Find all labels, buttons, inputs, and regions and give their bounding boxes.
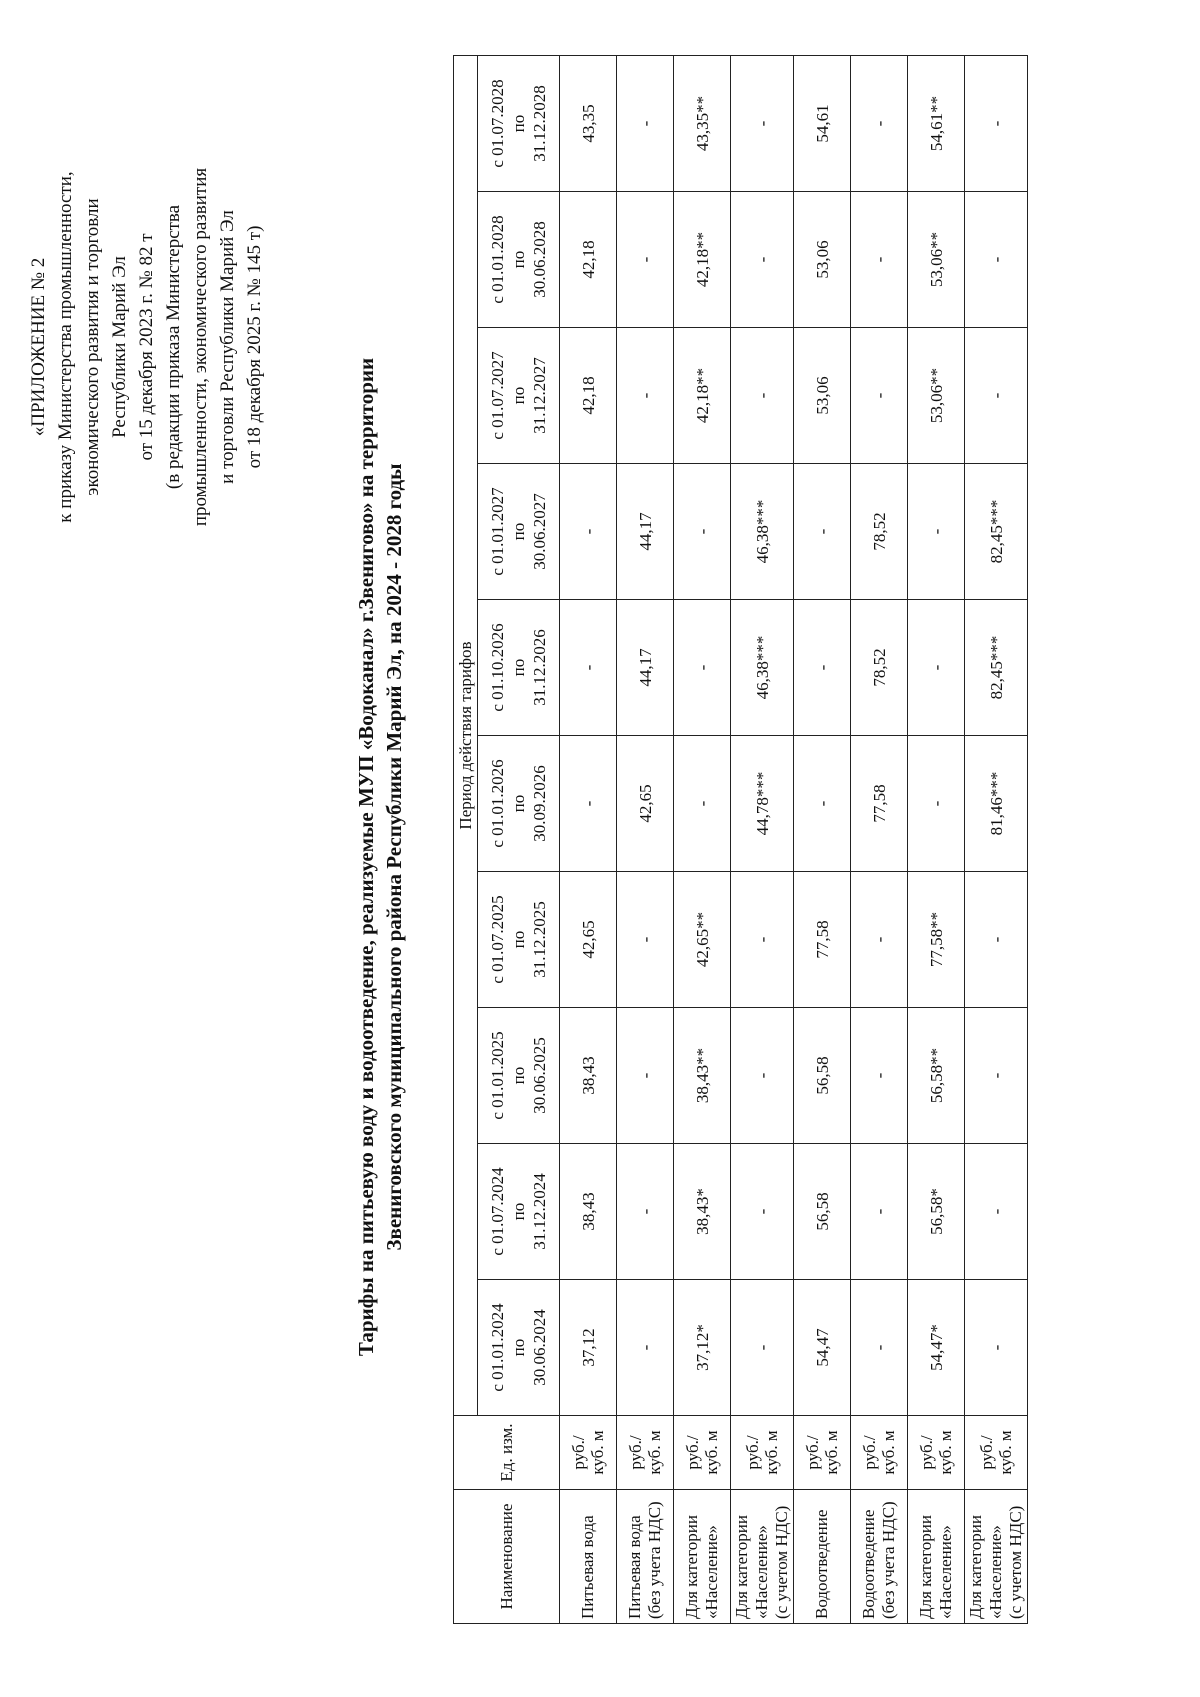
appendix-line: Республики Марий Эл bbox=[109, 256, 130, 438]
tariff-value-cell: 77,58 bbox=[851, 736, 908, 872]
row-name-line: Водоотведение bbox=[859, 1509, 878, 1619]
tariff-value-cell: - bbox=[794, 736, 851, 872]
appendix-line: (в редакции приказа Министерства bbox=[163, 204, 184, 490]
period-to: 30.09.2026 bbox=[530, 765, 549, 842]
row-name-line: «Население» bbox=[702, 1525, 721, 1619]
tariff-value-cell: - bbox=[617, 1144, 674, 1280]
period-to: 31.12.2024 bbox=[530, 1173, 549, 1250]
tariff-value-cell: 42,65 bbox=[560, 872, 617, 1008]
row-name bbox=[851, 1490, 908, 1624]
tariff-value-cell: - bbox=[674, 464, 731, 600]
row-unit-line: руб./ bbox=[803, 1435, 822, 1470]
appendix-line: и торговли Республики Марий Эл bbox=[217, 210, 238, 484]
period-header-cell bbox=[478, 464, 560, 600]
table-row bbox=[731, 56, 794, 1624]
tariff-value-cell: - bbox=[965, 192, 1028, 328]
appendix-line: от 18 декабря 2025 г. № 145 т) bbox=[244, 225, 265, 469]
tariff-value-cell: - bbox=[560, 600, 617, 736]
tariff-value-cell: 37,12* bbox=[674, 1280, 731, 1416]
tariff-value-cell: 81,46*** bbox=[965, 736, 1028, 872]
tariff-value-cell: - bbox=[965, 1008, 1028, 1144]
tariff-value-cell: 38,43* bbox=[674, 1144, 731, 1280]
tariff-value-cell: - bbox=[851, 1144, 908, 1280]
table-row bbox=[794, 56, 851, 1624]
period-from: с 01.07.2028 bbox=[488, 79, 507, 168]
row-name bbox=[560, 1490, 617, 1624]
row-unit-line: руб./ bbox=[743, 1435, 762, 1470]
row-name-line: (с учетом НДС) bbox=[1006, 1505, 1025, 1619]
period-to: 31.12.2027 bbox=[530, 357, 549, 434]
tariff-value-cell: 53,06 bbox=[794, 328, 851, 464]
period-to: 30.06.2024 bbox=[530, 1309, 549, 1386]
tariff-value-cell: 77,58** bbox=[908, 872, 965, 1008]
tariff-value-cell: 46,38*** bbox=[731, 600, 794, 736]
tariff-value-cell: - bbox=[731, 56, 794, 192]
tariff-value-cell: - bbox=[731, 1008, 794, 1144]
period-by: по bbox=[509, 658, 528, 677]
tariff-value-cell: 42,18 bbox=[560, 328, 617, 464]
tariff-value-cell: - bbox=[851, 1008, 908, 1144]
period-from: с 01.01.2028 bbox=[488, 215, 507, 304]
tariff-value-cell: - bbox=[674, 600, 731, 736]
tariff-value-cell: 37,12 bbox=[560, 1280, 617, 1416]
tariff-value-cell: 42,18** bbox=[674, 192, 731, 328]
row-name-line: Водоотведение bbox=[812, 1509, 831, 1619]
period-to: 31.12.2026 bbox=[530, 629, 549, 706]
row-name-line: Для категории bbox=[916, 1515, 935, 1619]
tariff-value-cell: 38,43 bbox=[560, 1144, 617, 1280]
tariff-value-cell: - bbox=[617, 328, 674, 464]
tariff-value-cell: - bbox=[617, 56, 674, 192]
period-by: по bbox=[509, 386, 528, 405]
period-by: по bbox=[509, 1066, 528, 1085]
period-by: по bbox=[509, 114, 528, 133]
tariff-value-cell: 38,43** bbox=[674, 1008, 731, 1144]
title-line-1: Тарифы на питьевую воду и водоотведение, реализуемые МУП «Водоканал» г.Звенигово» на территории bbox=[354, 357, 378, 1357]
table-row bbox=[674, 56, 731, 1624]
row-unit-line: куб. м bbox=[762, 1430, 781, 1475]
appendix-line: экономического развития и торговли bbox=[82, 198, 103, 496]
tariff-value-cell: - bbox=[794, 600, 851, 736]
document-title bbox=[352, 107, 408, 1607]
period-to: 31.12.2025 bbox=[530, 901, 549, 978]
row-unit-line: куб. м bbox=[996, 1430, 1015, 1475]
tariff-value-cell: 56,58** bbox=[908, 1008, 965, 1144]
tariff-value-cell: 53,06** bbox=[908, 192, 965, 328]
period-header-cell bbox=[478, 1008, 560, 1144]
tariff-value-cell: 42,18** bbox=[674, 328, 731, 464]
header-unit: Ед. изм. bbox=[454, 1416, 560, 1490]
tariff-value-cell: - bbox=[851, 56, 908, 192]
table-row bbox=[851, 56, 908, 1624]
period-from: с 01.01.2027 bbox=[488, 487, 507, 576]
tariff-value-cell: 42,65 bbox=[617, 736, 674, 872]
period-by: по bbox=[509, 1338, 528, 1357]
period-by: по bbox=[509, 522, 528, 541]
period-from: с 01.01.2025 bbox=[488, 1031, 507, 1120]
row-name bbox=[674, 1490, 731, 1624]
title-line-2: Звениговского муниципального района Республики Марий Эл, на 2024 - 2028 годы bbox=[382, 463, 406, 1251]
period-header-cell bbox=[478, 328, 560, 464]
appendix-line: к приказу Министерства промышленности, bbox=[55, 171, 76, 523]
row-unit bbox=[965, 1416, 1028, 1490]
tariff-value-cell: - bbox=[908, 464, 965, 600]
row-name-line: Для категории bbox=[732, 1515, 751, 1619]
period-to: 30.06.2025 bbox=[530, 1037, 549, 1114]
tariff-value-cell: - bbox=[617, 872, 674, 1008]
appendix-line: промышленности, экономического развития bbox=[190, 167, 211, 527]
tariff-value-cell: 43,35** bbox=[674, 56, 731, 192]
period-header-cell bbox=[478, 1280, 560, 1416]
tariff-value-cell: 54,61** bbox=[908, 56, 965, 192]
tariff-value-cell: 77,58 bbox=[794, 872, 851, 1008]
row-name bbox=[731, 1490, 794, 1624]
tariff-value-cell: 56,58* bbox=[908, 1144, 965, 1280]
row-name-line: «Население» bbox=[752, 1525, 771, 1619]
period-header-cell bbox=[478, 56, 560, 192]
table-row bbox=[617, 56, 674, 1624]
period-header-cell bbox=[478, 1144, 560, 1280]
row-unit bbox=[731, 1416, 794, 1490]
period-to: 30.06.2028 bbox=[530, 221, 549, 298]
period-by: по bbox=[509, 1202, 528, 1221]
period-header-cell bbox=[478, 736, 560, 872]
row-unit-line: руб./ bbox=[569, 1435, 588, 1470]
period-header-row bbox=[478, 56, 560, 1624]
row-name bbox=[965, 1490, 1028, 1624]
tariff-value-cell: 44,17 bbox=[617, 464, 674, 600]
tariff-value-cell: - bbox=[908, 600, 965, 736]
period-to: 31.12.2028 bbox=[530, 85, 549, 162]
tariff-value-cell: 44,78*** bbox=[731, 736, 794, 872]
appendix-header bbox=[25, 42, 268, 652]
tariff-value-cell: 46,38*** bbox=[731, 464, 794, 600]
tariff-value-cell: - bbox=[965, 872, 1028, 1008]
row-name-line: (с учетом НДС) bbox=[772, 1505, 791, 1619]
table-row bbox=[908, 56, 965, 1624]
table-body bbox=[560, 56, 1028, 1624]
tariff-value-cell: 56,58 bbox=[794, 1144, 851, 1280]
row-name-line: «Население» bbox=[936, 1525, 955, 1619]
row-name-line: «Население» bbox=[986, 1525, 1005, 1619]
row-unit-line: руб./ bbox=[626, 1435, 645, 1470]
row-unit bbox=[908, 1416, 965, 1490]
row-name-line: (без учета НДС) bbox=[879, 1501, 898, 1619]
row-name-line: Питьевая вода bbox=[578, 1515, 597, 1619]
tariff-value-cell: 78,52 bbox=[851, 600, 908, 736]
header-period: Период действия тарифов bbox=[454, 56, 478, 1416]
row-name-line: Для категории bbox=[966, 1515, 985, 1619]
row-name-line: Питьевая вода bbox=[625, 1515, 644, 1619]
tariff-value-cell: 78,52 bbox=[851, 464, 908, 600]
header-name: Наименование bbox=[454, 1490, 560, 1624]
row-unit bbox=[674, 1416, 731, 1490]
tariff-value-cell: - bbox=[794, 464, 851, 600]
tariff-value-cell: - bbox=[965, 328, 1028, 464]
tariff-value-cell: - bbox=[851, 328, 908, 464]
row-name-line: (без учета НДС) bbox=[645, 1501, 664, 1619]
row-name bbox=[794, 1490, 851, 1624]
period-to: 30.06.2027 bbox=[530, 493, 549, 570]
row-unit-line: руб./ bbox=[977, 1435, 996, 1470]
tariff-value-cell: 53,06** bbox=[908, 328, 965, 464]
tariff-value-cell: 42,18 bbox=[560, 192, 617, 328]
table-row bbox=[560, 56, 617, 1624]
row-unit-line: куб. м bbox=[936, 1430, 955, 1475]
period-by: по bbox=[509, 794, 528, 813]
tariff-value-cell: - bbox=[908, 736, 965, 872]
tariff-value-cell: - bbox=[731, 1280, 794, 1416]
tariff-value-cell: 54,61 bbox=[794, 56, 851, 192]
tariff-value-cell: 44,17 bbox=[617, 600, 674, 736]
table-row bbox=[965, 56, 1028, 1624]
row-name bbox=[908, 1490, 965, 1624]
tariff-value-cell: - bbox=[674, 736, 731, 872]
row-unit-line: куб. м bbox=[588, 1430, 607, 1475]
period-from: с 01.07.2027 bbox=[488, 351, 507, 440]
tariff-value-cell: - bbox=[731, 1144, 794, 1280]
tariff-value-cell: - bbox=[965, 1144, 1028, 1280]
tariff-value-cell: - bbox=[731, 872, 794, 1008]
period-from: с 01.10.2026 bbox=[488, 623, 507, 712]
tariff-value-cell: 42,65** bbox=[674, 872, 731, 1008]
row-unit-line: куб. м bbox=[822, 1430, 841, 1475]
appendix-line: «ПРИЛОЖЕНИЕ № 2 bbox=[28, 257, 49, 437]
row-unit-line: руб./ bbox=[683, 1435, 702, 1470]
tariff-value-cell: - bbox=[617, 1008, 674, 1144]
row-unit bbox=[794, 1416, 851, 1490]
tariff-value-cell: - bbox=[560, 464, 617, 600]
tariff-value-cell: 53,06 bbox=[794, 192, 851, 328]
tariff-value-cell: - bbox=[851, 1280, 908, 1416]
period-header-cell bbox=[478, 192, 560, 328]
row-unit bbox=[560, 1416, 617, 1490]
period-from: с 01.01.2026 bbox=[488, 759, 507, 848]
tariff-value-cell: - bbox=[965, 1280, 1028, 1416]
tariff-value-cell: - bbox=[617, 192, 674, 328]
tariff-value-cell: - bbox=[560, 736, 617, 872]
tariff-value-cell: - bbox=[965, 56, 1028, 192]
tariff-value-cell: 54,47 bbox=[794, 1280, 851, 1416]
period-from: с 01.07.2025 bbox=[488, 895, 507, 984]
row-unit-line: руб./ bbox=[917, 1435, 936, 1470]
tariff-value-cell: - bbox=[851, 192, 908, 328]
period-header-cell bbox=[478, 872, 560, 1008]
row-unit-line: руб./ bbox=[860, 1435, 879, 1470]
tariff-value-cell: 54,47* bbox=[908, 1280, 965, 1416]
tariff-value-cell: 82,45*** bbox=[965, 600, 1028, 736]
period-by: по bbox=[509, 930, 528, 949]
tariff-value-cell: 38,43 bbox=[560, 1008, 617, 1144]
tariff-value-cell: - bbox=[731, 328, 794, 464]
tariff-value-cell: - bbox=[731, 192, 794, 328]
row-name-line: Для категории bbox=[682, 1515, 701, 1619]
tariff-value-cell: 56,58 bbox=[794, 1008, 851, 1144]
row-unit bbox=[851, 1416, 908, 1490]
period-header-cell bbox=[478, 600, 560, 736]
period-from: с 01.01.2024 bbox=[488, 1303, 507, 1392]
row-unit bbox=[617, 1416, 674, 1490]
tariff-value-cell: 43,35 bbox=[560, 56, 617, 192]
tariff-value-cell: - bbox=[851, 872, 908, 1008]
row-unit-line: куб. м bbox=[645, 1430, 664, 1475]
period-from: с 01.07.2024 bbox=[488, 1167, 507, 1256]
tariff-table bbox=[453, 55, 1028, 1624]
row-unit-line: куб. м bbox=[702, 1430, 721, 1475]
row-name bbox=[617, 1490, 674, 1624]
appendix-line: от 15 декабря 2023 г. № 82 т bbox=[136, 233, 157, 461]
tariff-value-cell: - bbox=[617, 1280, 674, 1416]
row-unit-line: куб. м bbox=[879, 1430, 898, 1475]
period-by: по bbox=[509, 250, 528, 269]
tariff-value-cell: 82,45*** bbox=[965, 464, 1028, 600]
